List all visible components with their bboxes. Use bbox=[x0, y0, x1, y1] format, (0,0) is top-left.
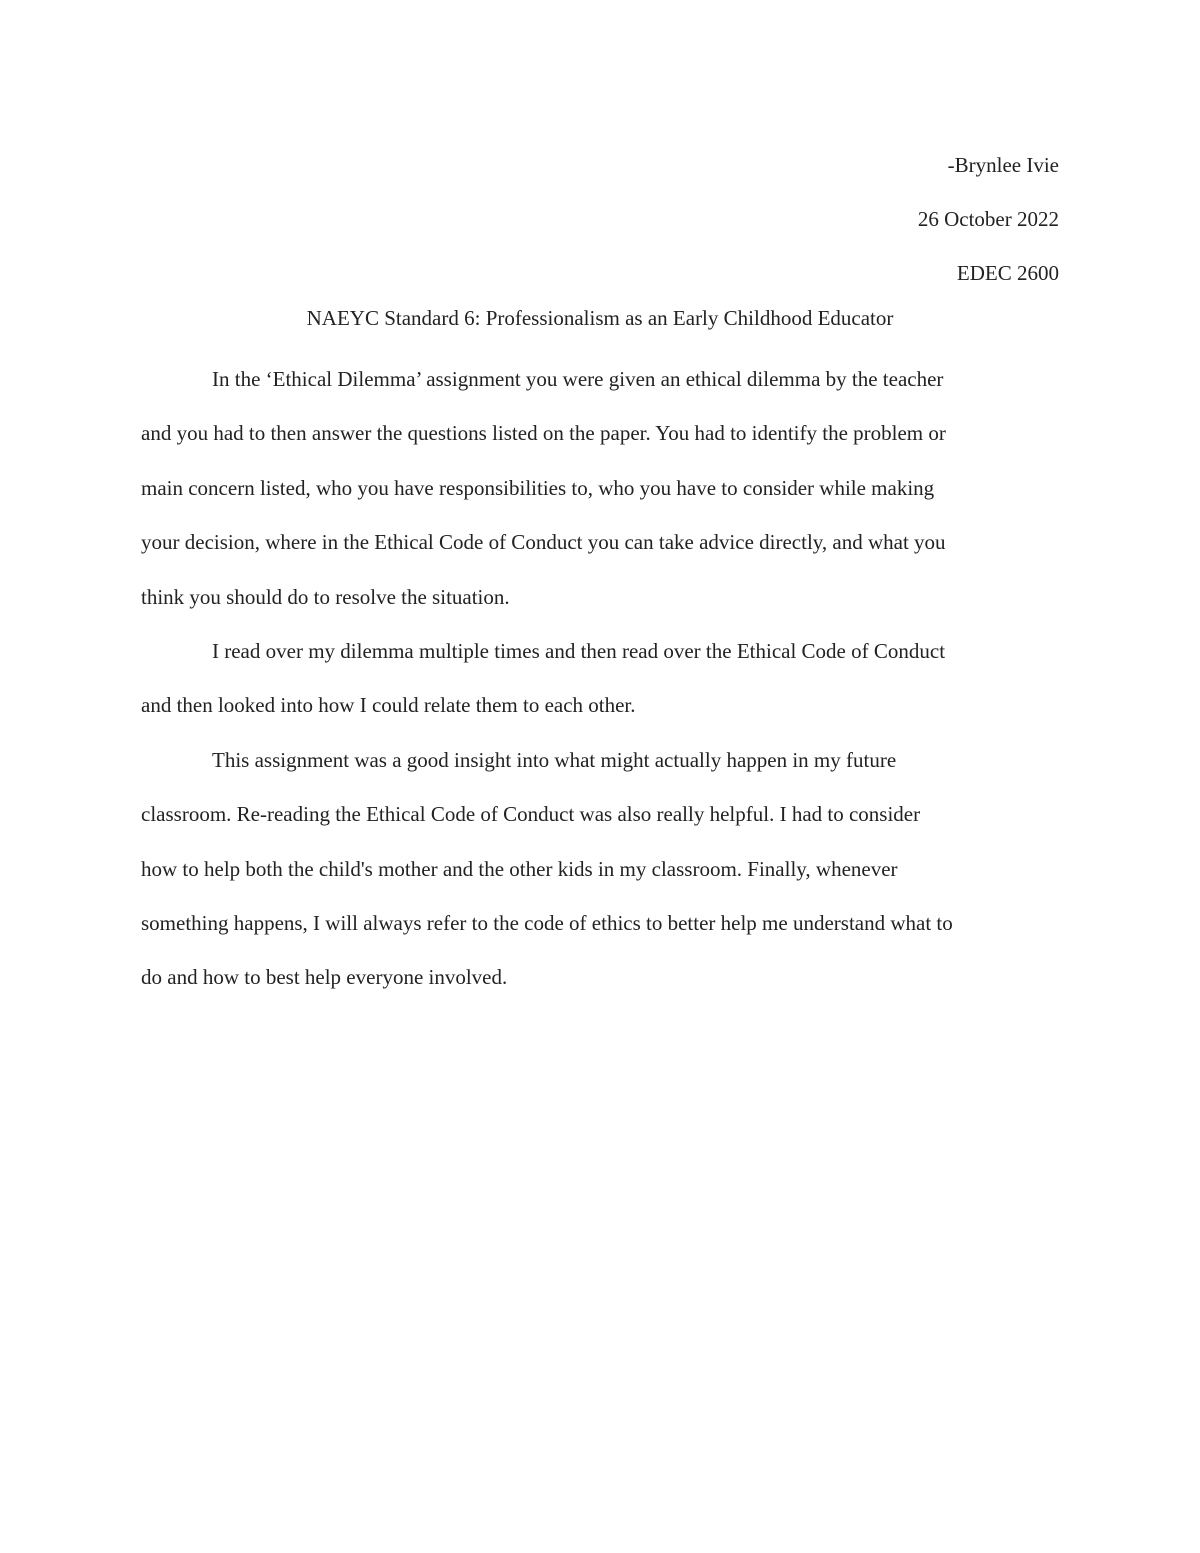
paragraph-line: your decision, where in the Ethical Code of Conduct you can take advice directly, and what you bbox=[141, 530, 946, 555]
paragraph-1 bbox=[141, 352, 1059, 624]
paragraph-line: think you should do to resolve the situation. bbox=[141, 584, 510, 609]
header-block bbox=[918, 138, 1059, 300]
document-body bbox=[141, 352, 1059, 1005]
paragraph-2 bbox=[141, 624, 1059, 733]
paragraph-line: I read over my dilemma multiple times and then read over the Ethical Code of Conduct bbox=[212, 639, 946, 664]
paragraph-line: main concern listed, who you have responsibilities to, who you have to consider while making bbox=[141, 475, 935, 500]
paragraph-line: classroom. Re-reading the Ethical Code of Conduct was also really helpful. I had to consider bbox=[141, 802, 921, 827]
author-name: -Brynlee Ivie bbox=[947, 153, 1059, 177]
paragraph-line: and then looked into how I could relate them to each other. bbox=[141, 693, 636, 718]
paragraph-line: something happens, I will always refer to the code of ethics to better help me understand what to bbox=[141, 911, 953, 936]
paragraph-3 bbox=[141, 733, 1059, 1005]
paragraph-line: do and how to best help everyone involved. bbox=[141, 965, 508, 990]
paragraph-line: In the ‘Ethical Dilemma’ assignment you were given an ethical dilemma by the teacher bbox=[212, 367, 944, 391]
paragraph-line: This assignment was a good insight into what might actually happen in my future bbox=[212, 747, 897, 772]
paragraph-line: how to help both the child's mother and the other kids in my classroom. Finally, whenever bbox=[141, 856, 898, 881]
document-title: NAEYC Standard 6: Professionalism as an Early Childhood Educator bbox=[306, 306, 894, 330]
document-date: 26 October 2022 bbox=[917, 207, 1059, 231]
course-code: EDEC 2600 bbox=[956, 261, 1059, 285]
paragraph-line: and you had to then answer the questions listed on the paper. You had to identify the problem or bbox=[141, 421, 946, 446]
